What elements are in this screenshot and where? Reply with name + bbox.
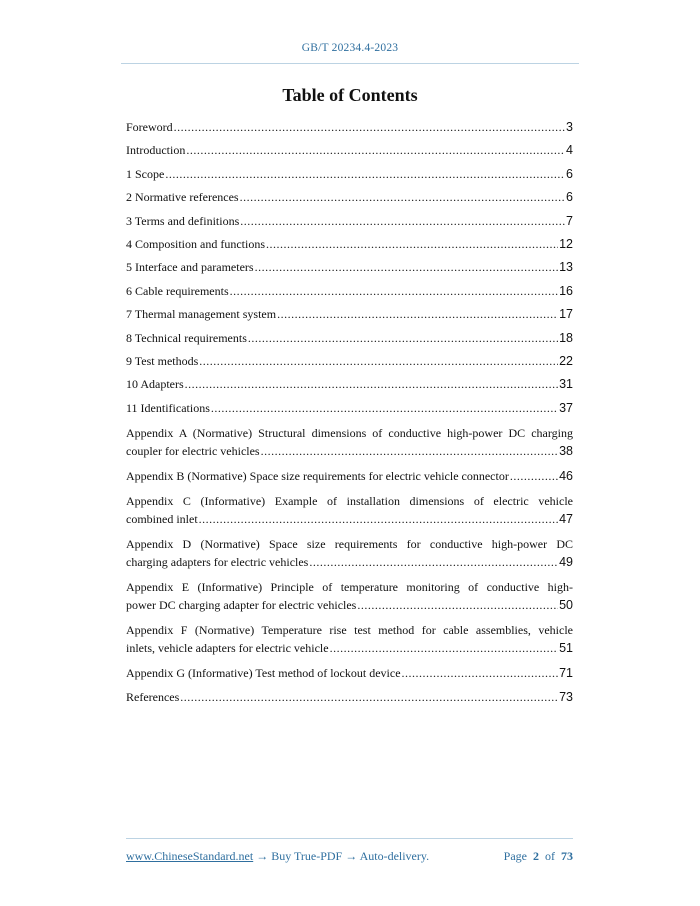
website-link[interactable]: www.ChineseStandard.net <box>126 849 254 863</box>
toc-entry-identifications[interactable]: 11 Identifications ..... 37 <box>126 399 573 422</box>
toc-entry-appendix-c[interactable]: Appendix C (Informative) Example of installation dimensions of electric vehicle combined inlet ..... 47 <box>126 492 573 528</box>
total-pages: 73 <box>561 849 573 863</box>
toc-entry-test-methods[interactable]: 9 Test methods ..... 22 <box>126 352 573 375</box>
table-of-contents <box>126 118 573 711</box>
toc-entry-appendix-g[interactable]: Appendix G (Informative) Test method of lockout device ..... 71 <box>126 664 573 687</box>
footer-divider <box>126 838 573 839</box>
toc-entry-thermal-management[interactable]: 7 Thermal management system ..... 17 <box>126 305 573 328</box>
toc-entry-appendix-f[interactable]: Appendix F (Normative) Temperature rise test method for cable assemblies, vehicle inlets, vehicle adapters for electric vehicle ..... 51 <box>126 621 573 657</box>
toc-entry-introduction[interactable]: Introduction ..... 4 <box>126 141 573 164</box>
toc-entry-cable-requirements[interactable]: 6 Cable requirements ..... 16 <box>126 282 573 305</box>
toc-entry-adapters[interactable]: 10 Adapters ..... 31 <box>126 375 573 398</box>
toc-entry-foreword[interactable]: Foreword ..... 3 <box>126 118 573 141</box>
toc-entry-technical-requirements[interactable]: 8 Technical requirements ..... 18 <box>126 329 573 352</box>
page-indicator: Page 2 of 73 <box>503 849 573 863</box>
toc-entry-interface-parameters[interactable]: 5 Interface and parameters ..... 13 <box>126 258 573 281</box>
toc-entry-appendix-b[interactable]: Appendix B (Normative) Space size requirements for electric vehicle connector ..... 46 <box>126 467 573 490</box>
current-page: 2 <box>533 849 539 863</box>
header-divider <box>121 63 579 64</box>
toc-entry-appendix-e[interactable]: Appendix E (Informative) Principle of temperature monitoring of conductive high- power DC charging adapter for electric vehicles ..... 50 <box>126 578 573 614</box>
toc-entry-appendix-d[interactable]: Appendix D (Normative) Space size requirements for conductive high-power DC charging adapters for electric vehicles ..... 49 <box>126 535 573 571</box>
toc-entry-terms-definitions[interactable]: 3 Terms and definitions ..... 7 <box>126 212 573 235</box>
document-header: GB/T 20234.4-2023 <box>301 42 399 54</box>
toc-entry-appendix-a[interactable]: Appendix A (Normative) Structural dimensions of conductive high-power DC charging coupler for electric vehicles ..... 38 <box>126 424 573 460</box>
toc-entry-scope[interactable]: 1 Scope ..... 6 <box>126 165 573 188</box>
promo-text: → Buy True-PDF → Auto-delivery. <box>253 849 430 863</box>
page-title: Table of Contents <box>282 85 418 105</box>
toc-entry-references[interactable]: References ..... 73 <box>126 688 573 711</box>
toc-entry-normative-references[interactable]: 2 Normative references ..... 6 <box>126 188 573 211</box>
footer-promo <box>126 849 429 864</box>
toc-entry-composition-functions[interactable]: 4 Composition and functions ..... 12 <box>126 235 573 258</box>
